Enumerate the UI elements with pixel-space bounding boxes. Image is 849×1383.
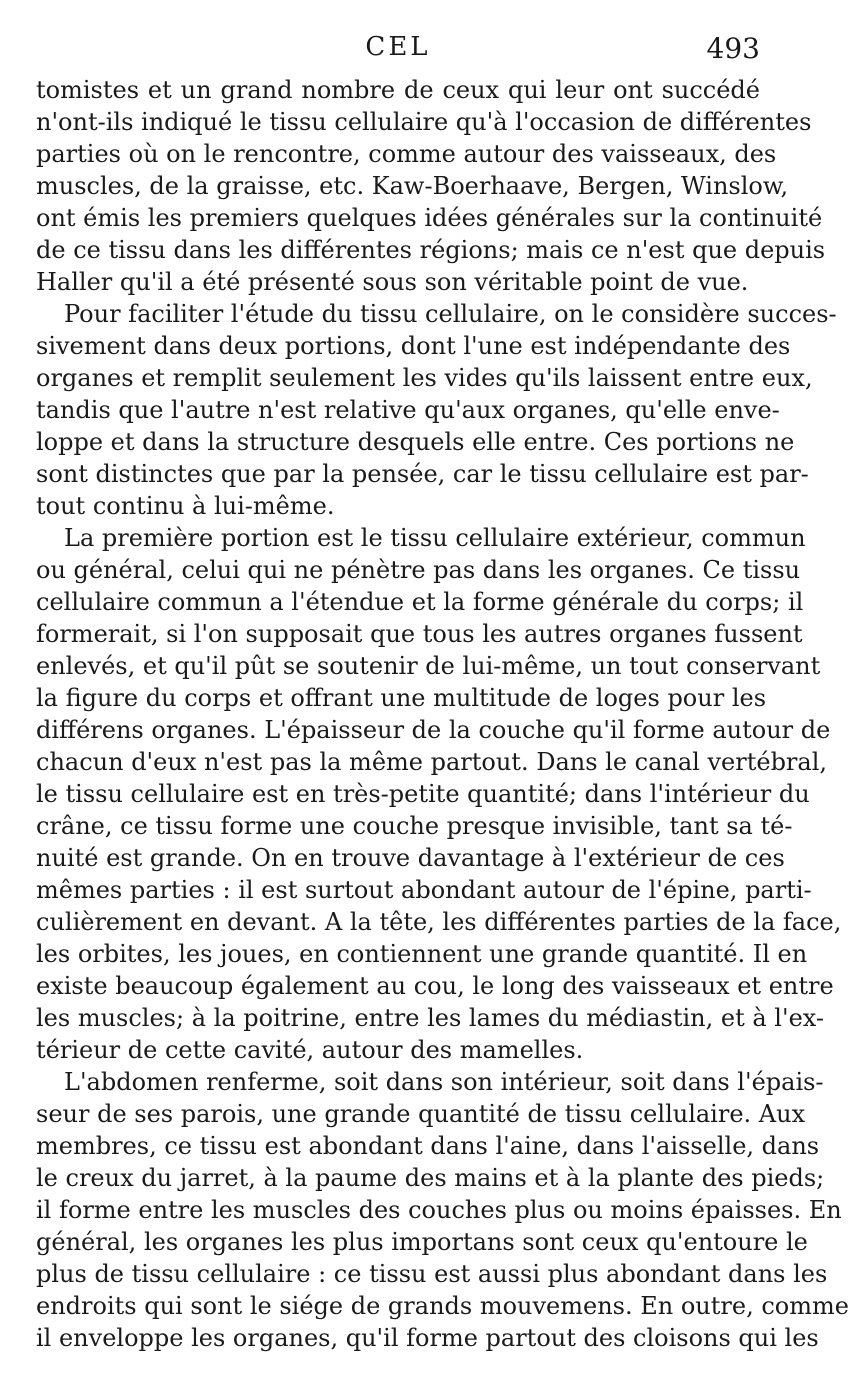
text-line: térieur de cette cavité, autour des mamelles. — [36, 1036, 584, 1064]
text-line: il enveloppe les organes, qu'il forme partout des cloisons qui les — [36, 1324, 819, 1352]
text-line: ont émis les premiers quelques idées générales sur la continuité — [36, 204, 823, 232]
text-line: le tissu cellulaire est en très-petite quantité; dans l'intérieur du — [36, 780, 810, 808]
text-line: le creux du jarret, à la paume des mains et à la plante des pieds; — [36, 1164, 825, 1192]
text-line: culièrement en devant. A la tête, les différentes parties de la face, — [36, 908, 842, 936]
text-line: La première portion est le tissu cellulaire extérieur, commun — [64, 524, 806, 552]
text-line: existe beaucoup également au cou, le long des vaisseaux et entre — [36, 972, 834, 1000]
text-line: les orbites, les joues, en contiennent une grande quantité. Il en — [36, 940, 808, 968]
text-line: Pour faciliter l'étude du tissu cellulaire, on le considère succes- — [64, 300, 837, 328]
text-line: les muscles; à la poitrine, entre les lames du médiastin, et à l'ex- — [36, 1004, 825, 1032]
text-line: seur de ses parois, une grande quantité de tissu cellulaire. Aux — [36, 1100, 806, 1128]
text-line: chacun d'eux n'est pas la même partout. Dans le canal vertébral, — [36, 748, 828, 776]
text-line: L'abdomen renferme, soit dans son intérieur, soit dans l'épais- — [64, 1068, 824, 1096]
text-line: organes et remplit seulement les vides qu'ils laissent entre eux, — [36, 364, 813, 392]
text-line: tandis que l'autre n'est relative qu'aux organes, qu'elle enve- — [36, 396, 780, 424]
text-line: général, les organes les plus importans sont ceux qu'entoure le — [36, 1228, 808, 1256]
text-line: il forme entre les muscles des couches plus ou moins épaisses. En — [36, 1196, 842, 1224]
text-line: membres, ce tissu est abondant dans l'aine, dans l'aisselle, dans — [36, 1132, 820, 1160]
text-line: sont distinctes que par la pensée, car le tissu cellulaire est par- — [36, 460, 809, 488]
paragraph — [36, 298, 837, 522]
text-line: ou général, celui qui ne pénètre pas dans les organes. Ce tissu — [36, 556, 801, 584]
text-line: tout continu à lui-même. — [36, 492, 335, 520]
text-line: n'ont-ils indiqué le tissu cellulaire qu'à l'occasion de différentes — [36, 108, 812, 136]
text-line: enlevés, et qu'il pût se soutenir de lui-même, un tout conservant — [36, 652, 821, 680]
text-line: cellulaire commun a l'étendue et la forme générale du corps; il — [36, 588, 804, 616]
text-line: crâne, ce tissu forme une couche presque invisible, tant sa té- — [36, 812, 793, 840]
text-line: plus de tissu cellulaire : ce tissu est aussi plus abondant dans les — [36, 1260, 828, 1288]
text-line: Haller qu'il a été présenté sous son véritable point de vue. — [36, 268, 749, 296]
text-line: de ce tissu dans les différentes régions; mais ce n'est que depuis — [36, 236, 826, 264]
text-line: loppe et dans la structure desquels elle entre. Ces portions ne — [36, 428, 795, 456]
text-line: muscles, de la graisse, etc. Kaw-Boerhaave, Bergen, Winslow, — [36, 172, 789, 200]
paragraph — [36, 522, 842, 1066]
text-line: la figure du corps et offrant une multitude de loges pour les — [36, 684, 767, 712]
text-line: sivement dans deux portions, dont l'une est indépendante des — [36, 332, 791, 360]
text-line: nuité est grande. On en trouve davantage à l'extérieur de ces — [36, 844, 785, 872]
body-text — [36, 74, 849, 1354]
text-line: tomistes et un grand nombre de ceux qui leur ont succédé — [36, 76, 760, 104]
text-line: endroits qui sont le siége de grands mouvemens. En outre, comme — [36, 1292, 849, 1320]
text-line: différens organes. L'épaisseur de la couche qu'il forme autour de — [36, 716, 831, 744]
text-line: parties où on le rencontre, comme autour des vaisseaux, des — [36, 140, 777, 168]
running-head: CEL — [365, 32, 431, 62]
paragraph — [36, 74, 826, 298]
page-header — [36, 30, 760, 70]
page-number: 493 — [706, 32, 760, 65]
text-line: mêmes parties : il est surtout abondant autour de l'épine, parti- — [36, 876, 812, 904]
text-line: formerait, si l'on supposait que tous les autres organes fussent — [36, 620, 803, 648]
paragraph — [36, 1066, 849, 1354]
